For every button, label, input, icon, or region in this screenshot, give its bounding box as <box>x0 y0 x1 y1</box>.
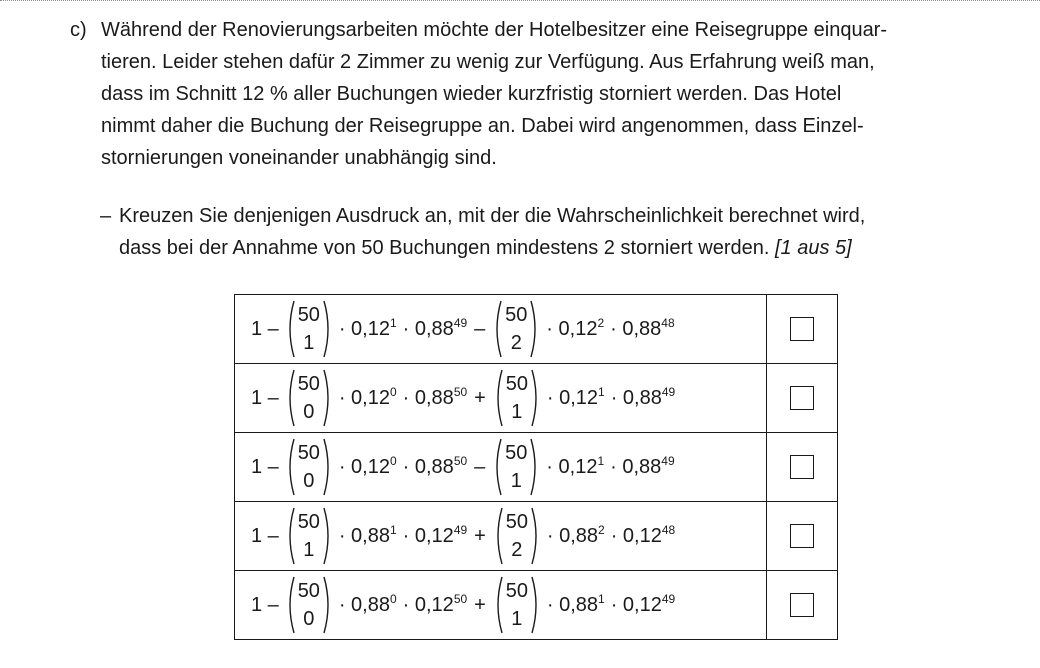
base: · 0,12 <box>338 455 390 478</box>
left-paren <box>286 507 295 565</box>
instruction-line <box>119 232 999 264</box>
option-checkbox-cell <box>767 295 838 364</box>
base: · 0,12 <box>402 593 454 616</box>
binomial-coefficient-2 <box>493 300 539 358</box>
binom-bottom: 1 <box>510 470 522 492</box>
binom-bottom: 1 <box>303 332 315 354</box>
exponent: 48 <box>661 522 676 537</box>
exponent: 1 <box>389 315 397 330</box>
option-expression <box>235 571 767 640</box>
base: · 0,88 <box>402 317 454 340</box>
formula <box>248 507 766 565</box>
option-row <box>235 502 838 571</box>
power-term <box>338 453 397 479</box>
operator: + <box>474 524 486 547</box>
power-term <box>338 384 397 410</box>
base: · 0,88 <box>610 317 662 340</box>
base: · 0,88 <box>546 524 599 547</box>
exponent: 49 <box>453 315 468 330</box>
binomial-coefficient-1 <box>286 576 332 634</box>
base: · 0,88 <box>610 455 662 478</box>
exponent: 49 <box>661 384 676 399</box>
exponent: 1 <box>389 522 397 537</box>
option-expression <box>235 295 767 364</box>
exponent: 0 <box>389 453 397 468</box>
task-description <box>101 14 981 174</box>
right-paren <box>530 438 539 496</box>
leading-term: 1 – <box>251 455 279 478</box>
binom-top: 50 <box>505 304 528 326</box>
instruction-line-2: dass bei der Annahme von 50 Buchungen mindestens 2 storniert werden. <box>119 237 770 259</box>
binom-top: 50 <box>505 442 528 464</box>
power-term <box>402 522 468 548</box>
top-dotted-divider <box>0 0 1040 1</box>
option-expression <box>235 433 767 502</box>
option-checkbox[interactable] <box>790 593 814 617</box>
binom-bottom: 2 <box>511 539 523 561</box>
binom-top: 50 <box>297 511 320 533</box>
formula <box>248 576 766 634</box>
exponent: 2 <box>597 315 605 330</box>
leading-term: 1 – <box>251 386 279 409</box>
operator: – <box>474 455 486 478</box>
binomial-coefficient-2 <box>494 507 540 565</box>
base: · 0,88 <box>546 593 599 616</box>
power-term <box>610 384 676 410</box>
binom-top: 50 <box>297 304 320 326</box>
base: · 0,12 <box>610 593 662 616</box>
instruction-text <box>119 200 999 264</box>
binom-top: 50 <box>505 511 528 533</box>
formula <box>248 369 766 427</box>
option-row <box>235 364 838 433</box>
binom-top: 50 <box>297 442 320 464</box>
task-label: c) <box>70 19 87 41</box>
task-line: Während der Renovierungsarbeiten möchte der Hotelbesitzer eine Reisegruppe einquar- <box>101 19 888 41</box>
binom-bottom: 1 <box>511 608 523 630</box>
left-paren <box>286 369 295 427</box>
base: · 0,12 <box>402 524 454 547</box>
base: · 0,88 <box>338 593 390 616</box>
binom-bottom: 2 <box>510 332 522 354</box>
base: · 0,12 <box>338 317 390 340</box>
exponent: 50 <box>453 384 468 399</box>
option-row <box>235 295 838 364</box>
option-checkbox-cell <box>767 571 838 640</box>
left-paren <box>286 438 295 496</box>
power-term <box>402 591 468 617</box>
left-paren <box>494 369 503 427</box>
left-paren <box>286 576 295 634</box>
binom-bottom: 0 <box>303 608 315 630</box>
base: · 0,88 <box>610 386 662 409</box>
exponent: 49 <box>453 522 468 537</box>
binomial-coefficient-2 <box>494 576 540 634</box>
option-checkbox[interactable] <box>790 317 814 341</box>
option-checkbox[interactable] <box>790 386 814 410</box>
binomial-coefficient-1 <box>286 507 332 565</box>
power-term <box>546 453 605 479</box>
formula <box>248 300 766 358</box>
base: · 0,88 <box>402 455 454 478</box>
base: · 0,12 <box>546 386 599 409</box>
left-paren <box>494 507 503 565</box>
binom-top: 50 <box>505 373 528 395</box>
option-checkbox-cell <box>767 502 838 571</box>
power-term <box>546 522 605 548</box>
leading-term: 1 – <box>251 593 279 616</box>
power-term <box>546 591 605 617</box>
power-term <box>338 591 397 617</box>
instruction-line: Kreuzen Sie denjenigen Ausdruck an, mit der die Wahrscheinlichkeit berechnet wird, <box>119 205 866 227</box>
operator: + <box>474 593 486 616</box>
base: · 0,88 <box>338 524 390 547</box>
leading-term: 1 – <box>251 317 279 340</box>
binom-top: 50 <box>297 373 320 395</box>
option-row <box>235 433 838 502</box>
right-paren <box>323 300 332 358</box>
power-term <box>402 453 468 479</box>
binom-bottom: 0 <box>303 401 315 423</box>
option-expression <box>235 364 767 433</box>
exponent: 1 <box>598 384 605 399</box>
leading-term: 1 – <box>251 524 279 547</box>
option-checkbox-cell <box>767 364 838 433</box>
task-line: nimmt daher die Buchung der Reisegruppe an. Dabei wird angenommen, dass Einzel- <box>101 115 864 137</box>
operator: – <box>474 317 486 340</box>
exponent: 49 <box>661 591 676 606</box>
option-expression <box>235 502 767 571</box>
exponent: 0 <box>389 591 397 606</box>
base: · 0,12 <box>546 317 598 340</box>
binomial-coefficient-2 <box>494 369 540 427</box>
exponent: 48 <box>661 315 675 330</box>
answer-options-table <box>234 294 838 640</box>
binom-bottom: 1 <box>303 539 315 561</box>
right-paren <box>531 507 540 565</box>
left-paren <box>286 300 295 358</box>
exponent: 50 <box>453 453 468 468</box>
binomial-coefficient-1 <box>286 369 332 427</box>
formula <box>248 438 766 496</box>
exponent: 1 <box>598 591 605 606</box>
binom-bottom: 0 <box>303 470 315 492</box>
exponent: 1 <box>597 453 605 468</box>
power-term <box>610 453 675 479</box>
bullet-dash: – <box>100 205 112 227</box>
task-line: stornierungen voneinander unabhängig sind. <box>101 147 497 169</box>
option-checkbox-cell <box>767 433 838 502</box>
left-paren <box>493 438 502 496</box>
right-paren <box>323 507 332 565</box>
option-row <box>235 571 838 640</box>
exponent: 2 <box>598 522 605 537</box>
power-term <box>338 522 397 548</box>
base: · 0,88 <box>402 386 454 409</box>
binomial-coefficient-2 <box>493 438 539 496</box>
right-paren <box>323 369 332 427</box>
power-term <box>610 315 675 341</box>
exponent: 0 <box>389 384 397 399</box>
right-paren <box>323 438 332 496</box>
answer-hint: [1 aus 5] <box>774 237 852 259</box>
power-term <box>610 591 676 617</box>
right-paren <box>531 369 540 427</box>
base: · 0,12 <box>546 455 598 478</box>
power-term <box>402 315 468 341</box>
option-checkbox[interactable] <box>790 455 814 479</box>
base: · 0,12 <box>610 524 662 547</box>
binomial-coefficient-1 <box>286 438 332 496</box>
power-term <box>610 522 676 548</box>
right-paren <box>323 576 332 634</box>
task-line: dass im Schnitt 12 % aller Buchungen wieder kurzfristig storniert werden. Das Hotel <box>101 83 842 105</box>
binomial-coefficient-1 <box>286 300 332 358</box>
binom-top: 50 <box>505 580 528 602</box>
right-paren <box>530 300 539 358</box>
left-paren <box>493 300 502 358</box>
left-paren <box>494 576 503 634</box>
power-term <box>402 384 468 410</box>
right-paren <box>531 576 540 634</box>
exponent: 49 <box>661 453 675 468</box>
operator: + <box>474 386 486 409</box>
power-term <box>338 315 397 341</box>
option-checkbox[interactable] <box>790 524 814 548</box>
power-term <box>546 384 605 410</box>
task-line: tieren. Leider stehen dafür 2 Zimmer zu wenig zur Verfügung. Aus Erfahrung weiß man, <box>101 51 875 73</box>
binom-top: 50 <box>297 580 320 602</box>
power-term <box>546 315 605 341</box>
base: · 0,12 <box>338 386 390 409</box>
exponent: 50 <box>453 591 468 606</box>
binom-bottom: 1 <box>511 401 523 423</box>
